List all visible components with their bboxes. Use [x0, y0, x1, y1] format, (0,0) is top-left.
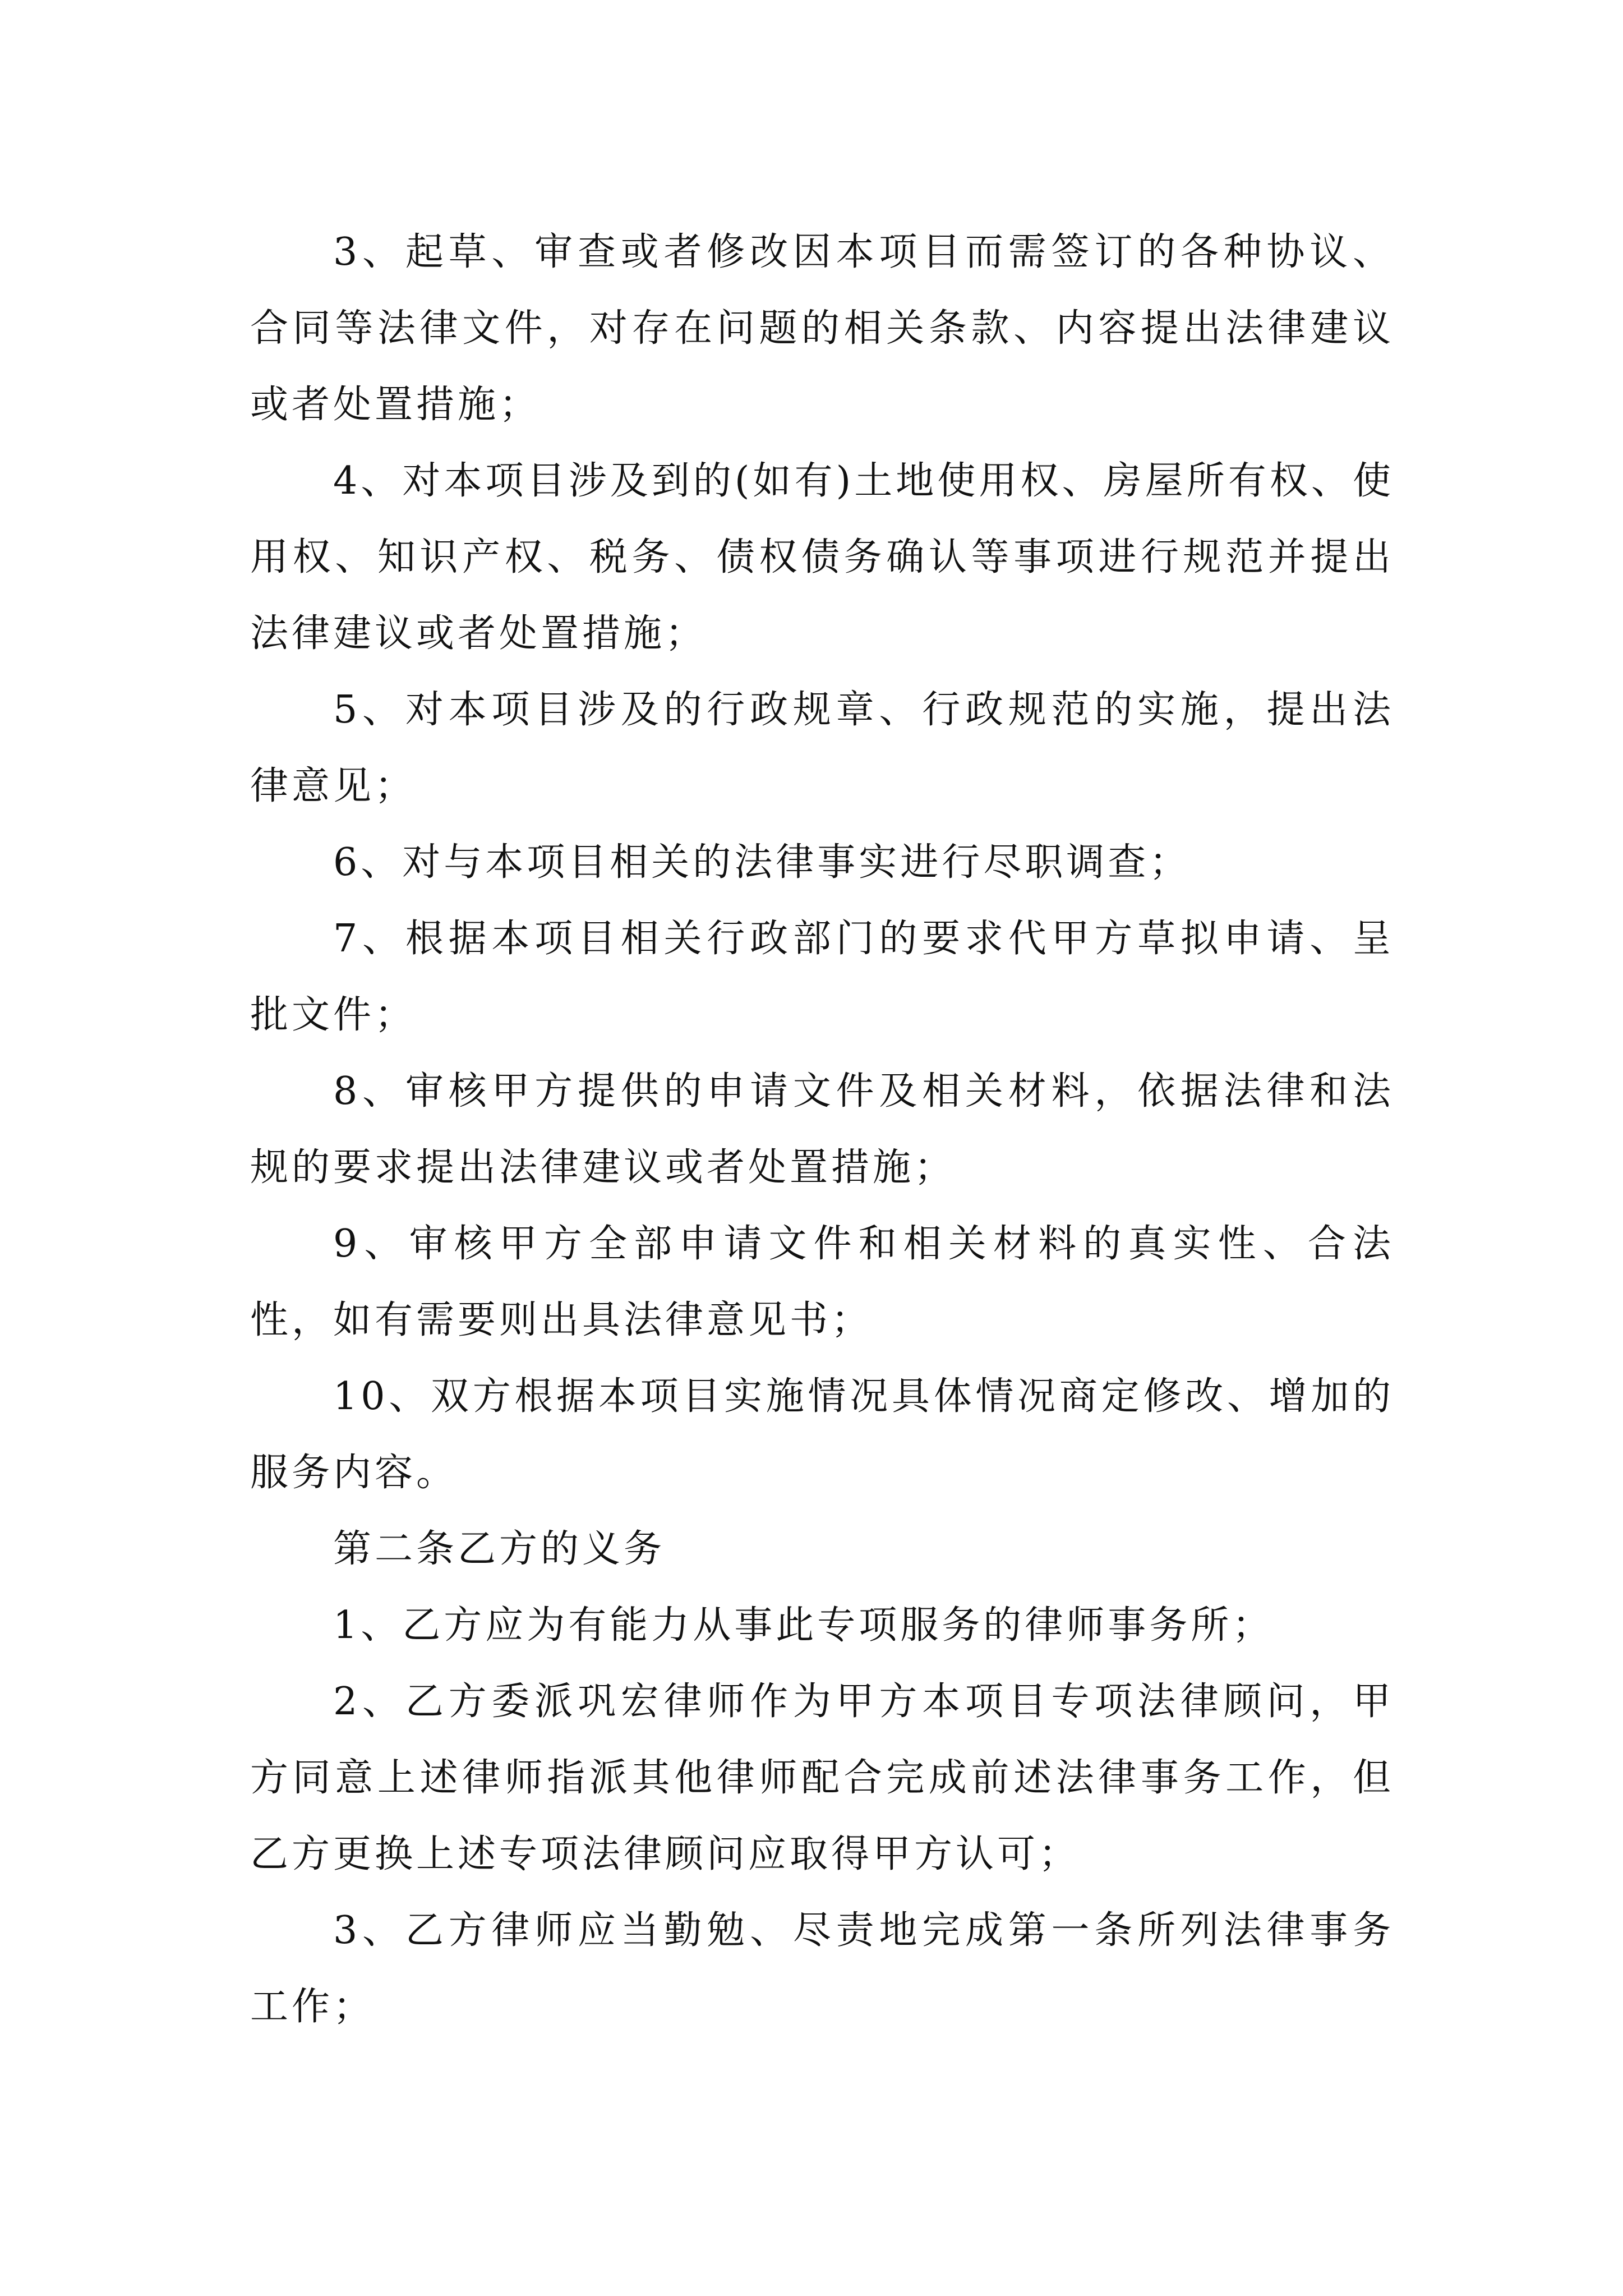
paragraph-item-3: 3、起草、审查或者修改因本项目而需签订的各种协议、合同等法律文件，对存在问题的相关条款、内容提出法律建议或者处置措施； — [250, 230, 1394, 427]
section-heading-article-2: 第二条乙方的义务 — [333, 1527, 666, 1571]
paragraph-item-9: 9、审核甲方全部申请文件和相关材料的真实性、合法性，如有需要则出具法律意见书； — [250, 1222, 1394, 1342]
paragraph-item-10: 10、双方根据本项目实施情况具体情况商定修改、增加的服务内容。 — [250, 1374, 1394, 1495]
obligation-item-1: 1、乙方应为有能力从事此专项服务的律师事务所； — [333, 1603, 1274, 1648]
obligation-item-3: 3、乙方律师应当勤勉、尽责地完成第一条所列法律事务工作； — [250, 1908, 1394, 2029]
paragraph-item-7: 7、根据本项目相关行政部门的要求代甲方草拟申请、呈批文件； — [250, 917, 1394, 1037]
document-body — [250, 214, 1394, 2045]
paragraph-item-5: 5、对本项目涉及的行政规章、行政规范的实施，提出法律意见； — [250, 688, 1394, 808]
paragraph-item-8: 8、审核甲方提供的申请文件及相关材料，依据法律和法规的要求提出法律建议或者处置措施； — [250, 1069, 1394, 1190]
paragraph-item-4: 4、对本项目涉及到的(如有)土地使用权、房屋所有权、使用权、知识产权、税务、债权债务确认等事项进行规范并提出法律建议或者处置措施； — [250, 459, 1394, 656]
obligation-item-2: 2、乙方委派巩宏律师作为甲方本项目专项法律顾问，甲方同意上述律师指派其他律师配合完成前述法律事务工作，但乙方更换上述专项法律顾问应取得甲方认可； — [250, 1680, 1394, 1876]
paragraph-item-6: 6、对与本项目相关的法律事实进行尽职调查； — [333, 840, 1191, 885]
